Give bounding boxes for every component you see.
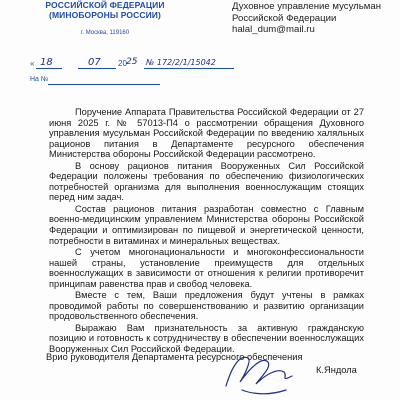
registration-month: 07 <box>88 57 101 68</box>
registration-number: № 172/2/1/15042 <box>146 58 216 67</box>
sender-address: г. Москва, 119160 <box>80 30 130 36</box>
letter-body <box>49 107 364 356</box>
registration-line <box>30 57 216 72</box>
body-paragraph: Поручение Аппарата Правительства Российской Федерации от 27 июня 2025 г. № 57013-П4 о рассмотрении обращения Духовного управления мусульман Российской Федерации по введению халяльных рационов питания в Департаменте ресурсного обеспечения Министерства обороны Российской Федерации рассмотрено. <box>49 107 364 160</box>
registration-day: 18 <box>40 57 53 68</box>
body-paragraph: В основу рационов питания Вооруженных Сил Российской Федерации положены требования по обеспечению физиологических потребностей организма для выполнения военнослужащим стоящих перед ним задач. <box>49 160 364 203</box>
handwritten-signature <box>222 346 302 398</box>
recipient-block <box>232 1 398 36</box>
number-underline <box>144 68 234 69</box>
registration-year: 25 <box>126 57 138 67</box>
sender-org-line2: (МИНОБОРОНЫ РОССИИ) <box>49 10 161 20</box>
recipient-line: Духовное управление мусульман <box>232 1 381 12</box>
recipient-line: Российской Федерации <box>232 12 337 24</box>
body-paragraph: Выражаю Вам признательность за активную гражданскую позицию и готовность к сотрудничеству в обеспечении военнослужащих Вооруженных Сил Российской Федерации. <box>49 322 364 355</box>
body-paragraph: Состав рационов питания разработан совместно с Главным военно-медицинским управлением Министерства обороны Российской Федерации и оптимизирован по пищевой и энергетической ценности, потребности в витаминах и минеральных веществах. <box>49 203 364 246</box>
body-paragraph: С учетом многонациональности и многоконфессиональности нашей страны, установление преимуществ для отдельных военнослужащих в зависимости от отношения к религии противоречит принципам равенства прав и свобод человека. <box>49 247 364 289</box>
recipient-email: halal_dum@mail.ru <box>232 24 315 36</box>
day-underline <box>36 68 62 69</box>
reference-label: На № <box>30 76 49 83</box>
date-quote-mark: « <box>30 59 35 68</box>
reference-underline <box>48 84 160 85</box>
signatory-title: Врио руководителя Департамента ресурсного обеспечения <box>46 352 303 362</box>
year-prefix: 20 <box>118 59 127 68</box>
sender-org-line1: РОССИЙСКОЙ ФЕДЕРАЦИИ <box>45 0 165 10</box>
month-underline <box>78 68 116 69</box>
body-paragraph: Вместе с тем, Ваши предложения будут учтены в рамках проводимой работы по совершенствованию и развитию организации продовольственного обеспечения. <box>49 290 364 322</box>
reference-line <box>30 76 170 86</box>
signatory-name: К.Яндола <box>316 365 357 375</box>
